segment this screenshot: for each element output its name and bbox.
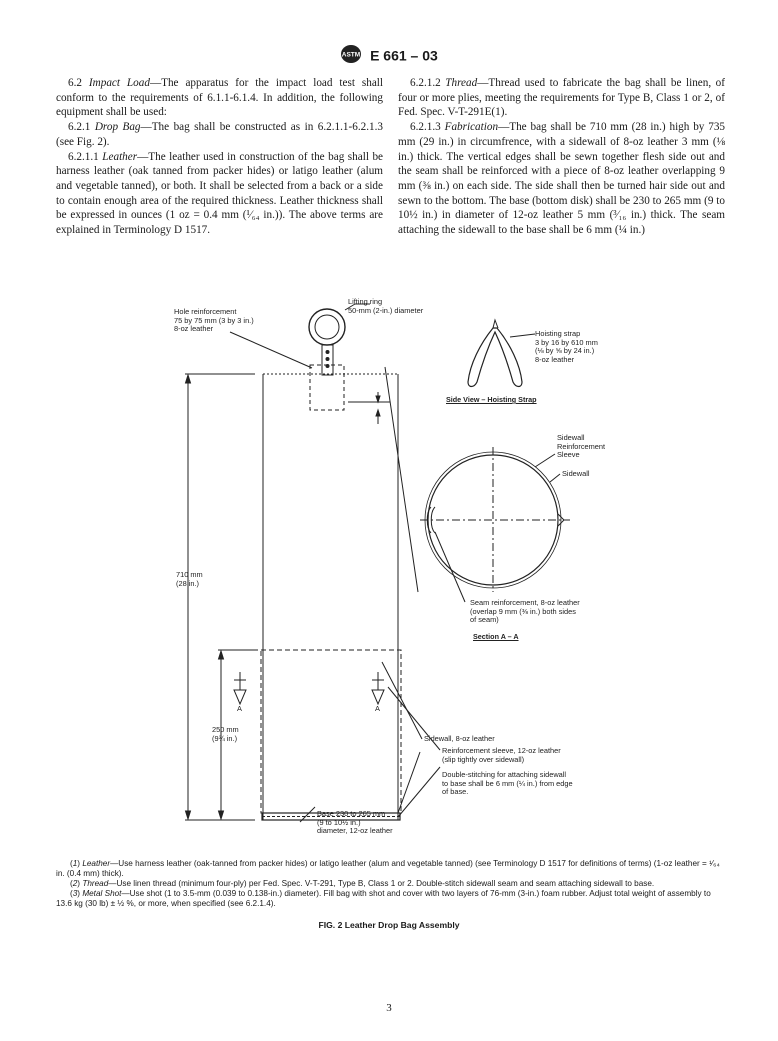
paragraph-6.2	[56, 76, 383, 120]
text-run: 6.2.1	[68, 121, 95, 134]
label-reinforcement-sleeve-12oz: Reinforcement sleeve, 12-oz leather (slip tightly over sidewall)	[442, 746, 561, 764]
svg-text:ASTM: ASTM	[341, 51, 361, 59]
label-sidewall-8oz: Sidewall, 8-oz leather	[424, 734, 495, 743]
astm-logo-icon	[340, 44, 362, 67]
text-run: —The apparatus for the impact load test shall conform to the requirements of 6.1.1-6.1.4. In addition, the following equipment shall be used:	[56, 77, 384, 119]
label-section-title: Section A – A	[473, 632, 519, 641]
label-base: Base 230 to 265 mm (9 to 10½ in.) diameter, 12-oz leather	[317, 809, 393, 836]
label-lifting-ring: Lifting ring 50-mm (2-in.) diameter	[348, 297, 424, 315]
lifting-ring	[309, 309, 345, 345]
paragraph-6.2.1	[56, 120, 383, 149]
text-run: Drop Bag	[94, 121, 141, 134]
text-run: 6.2	[68, 77, 89, 89]
text-run: —Thread used to fabricate the bag shall be linen, of four or more plies, meeting the requirements for Type B, Class 1 or 2, of Fed. Spec. V-T-291E(1).	[398, 77, 725, 119]
text-run: )	[77, 859, 83, 868]
text-run: )	[77, 889, 83, 898]
label-sidewall: Sidewall	[562, 469, 590, 478]
text-run: —Use harness leather (oak-tanned from packer hides) or latigo leather (alum and vegetable tanned) (see Terminology D 1517 for definitions of terms) (1-oz leather = ¹⁄₆₄ in. (0.4 mm) thick).	[56, 859, 720, 878]
text-run: Metal Shot	[82, 889, 122, 898]
text-run: 6.2.1.3	[410, 121, 445, 134]
text-run: (	[70, 859, 73, 868]
text-run: (	[70, 879, 73, 888]
text-run: —The leather used in construction of the bag shall be harness leather (oak tanned from packer hides) or latigo leather (alum and vegetable tanned), or both. It shall be selected from a back or a side to contain enough area of the required thickness. Leather thickness shall be expressed in ounces (1 oz = 0.4 mm (¹⁄₆₄ in.)). The above terms are explained in Terminology D 1517.	[56, 150, 384, 237]
paragraph-6.2.1.1	[56, 150, 383, 238]
paragraph-6.2.1.3	[398, 120, 725, 238]
text-run: Leather	[102, 150, 138, 163]
hole-reinforcement-box	[310, 365, 344, 410]
label-height-250: 250 mm (9¾ in.)	[212, 725, 239, 743]
text-run: 3	[72, 889, 78, 898]
text-run: (	[70, 889, 73, 898]
page-header	[0, 44, 778, 67]
text-run: Fabrication	[444, 121, 499, 134]
text-run: Thread	[82, 879, 109, 888]
text-run: Leather	[82, 859, 111, 868]
text-run: —Use shot (1 to 3.5-mm (0.039 to 0.138-in.) diameter). Fill bag with shot and cover with two layers of 76-mm (3-in.) foam rubber. Adjust total weight of assembly to 13.6 kg (30 lb) ± ½ %, or more, when specified (see 6.2.1.4).	[56, 889, 711, 908]
label-hole-reinforcement: Hole reinforcement 75 by 75 mm (3 by 3 in.) 8-oz leather	[174, 307, 254, 334]
label-side-view-title: Side View – Hoisting Strap	[446, 395, 537, 404]
text-run: —The bag shall be constructed as in 6.2.1.1-6.2.1.3 (see Fig. 2).	[56, 121, 383, 148]
label-sidewall-reinforcement-sleeve: Sidewall Reinforcement Sleeve	[557, 433, 606, 460]
paragraph-6.2.1.2	[398, 76, 725, 120]
page-number: 3	[386, 1002, 392, 1014]
paragraph-3	[56, 889, 726, 909]
drop-bag-figure	[150, 292, 660, 836]
text-run: 2	[72, 879, 78, 888]
label-section-a-right: A	[375, 704, 380, 713]
right-text-column	[398, 76, 725, 238]
text-run: 6.2.1.2	[410, 77, 446, 89]
reinforcement-sleeve-outline	[261, 650, 401, 813]
document-designation: E 661 – 03	[370, 47, 438, 64]
label-hoisting-strap: Hoisting strap 3 by 16 by 610 mm (⅛ by ⅝ by 24 in.) 8-oz leather	[535, 329, 598, 364]
figure-caption: FIG. 2 Leather Drop Bag Assembly	[318, 920, 460, 930]
text-run: 1	[72, 859, 78, 868]
text-run: Thread	[445, 77, 478, 89]
figure-notes	[56, 859, 726, 909]
label-section-a-left: A	[237, 704, 242, 713]
text-run: 6.2.1.1	[68, 150, 103, 163]
label-height-710: 710 mm (28 in.)	[176, 570, 203, 588]
text-run: Impact Load	[88, 77, 150, 89]
paragraph-1	[56, 859, 726, 879]
label-seam-reinforcement: Seam reinforcement, 8-oz leather (overlap 9 mm (⅜ in.) both sides of seam)	[470, 598, 580, 625]
text-run: —Use linen thread (minimum four-ply) per Fed. Spec. V-T-291, Type B, Class 1 or 2. Double-stitch sidewall seam and seam attaching sidewall to base.	[108, 879, 655, 888]
paragraph-2	[56, 879, 726, 889]
label-double-stitching: Double-stitching for attaching sidewall to base shall be 6 mm (¼ in.) from edge of base.	[442, 770, 573, 797]
text-run: )	[77, 879, 83, 888]
left-text-column	[56, 76, 383, 238]
text-run: —The bag shall be 710 mm (28 in.) high by 735 mm (29 in.) in circumfrence, with a sidewall of 8-oz leather 3 mm (⅛ in.) thick. The vertical edges shall be sewn together flesh side out and the seam shall be reinforced with a piece of 8-oz leather overlapping 9 mm (⅜ in.) on each side. The side shall then be turned hair side out and sewn to the bottom. The base (bottom disk) shall be 230 to 265 mm (9 to 10½ in.) in diameter of 12-oz leather 5 mm (³⁄₁₆ in.) thick. The seam attaching the sidewall to the base shall be 6 mm (¼ in.)	[398, 121, 726, 237]
